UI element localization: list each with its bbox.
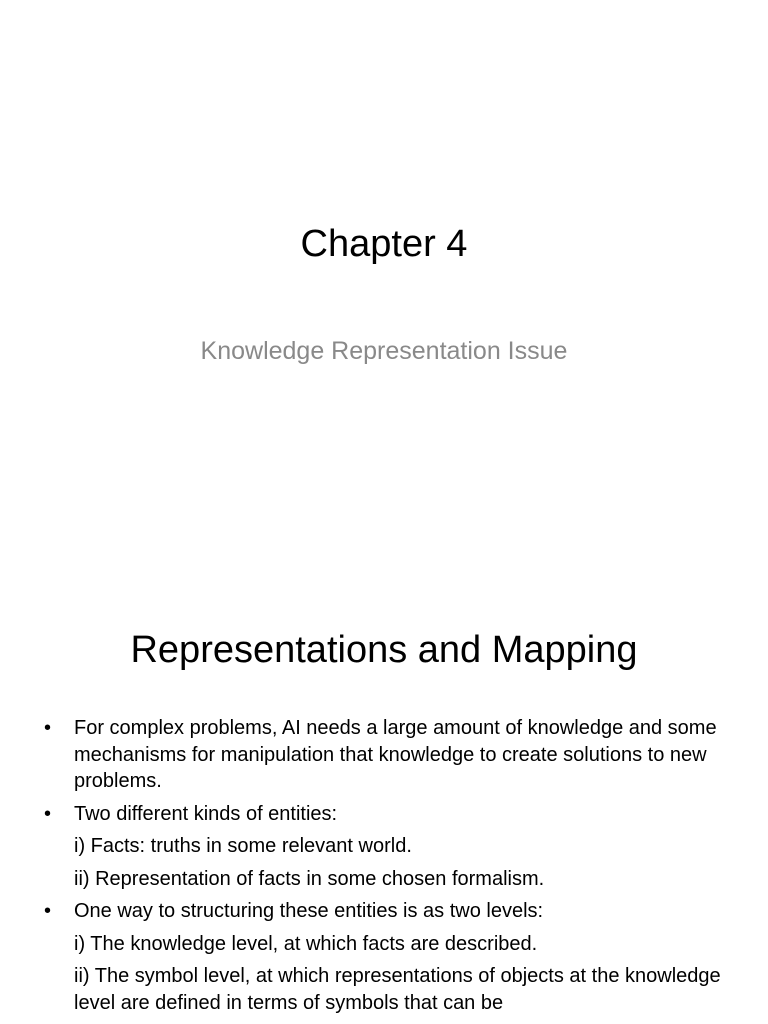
slide-subtitle: Knowledge Representation Issue [200,337,568,365]
bullet-item [44,898,734,925]
bullet-icon: • [44,900,52,922]
slide-body [44,715,734,1022]
slide-representations-and-mapping [0,576,768,1024]
sub-item: i) The knowledge level, at which facts are described. [74,932,538,955]
sub-item: ii) Representation of facts in some chosen formalism. [74,867,545,890]
bullet-icon: • [44,717,52,739]
slide-title: Representations and Mapping [130,629,638,671]
bullet-item [44,801,734,828]
slide-title: Chapter 4 [300,223,468,265]
bullet-item [44,715,734,795]
bullet-text: For complex problems, AI needs a large amount of knowledge and some mechanisms for manipulation that knowledge to create solutions to new problems. [74,717,717,792]
sub-item: ii) The symbol level, at which representations of objects at the knowledge level are defined in terms of symbols that can be [74,965,721,1014]
sub-item: i) Facts: truths in some relevant world. [74,835,412,857]
bullet-text: Two different kinds of entities: [74,802,338,825]
bullet-icon: • [44,802,52,825]
bullet-text: One way to structuring these entities is as two levels: [74,900,544,922]
